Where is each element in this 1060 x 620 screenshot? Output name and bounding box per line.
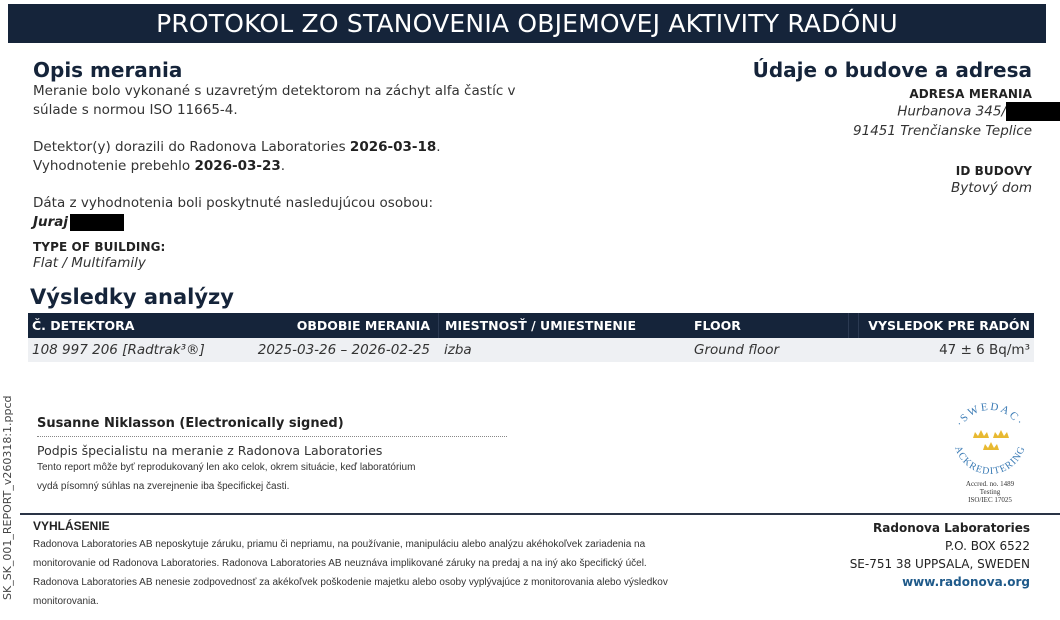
- evaluation-text: Vyhodnotenie prebehlo 2026-03-23.: [33, 158, 286, 174]
- building-type-value: Flat / Multifamily: [33, 255, 146, 271]
- report-title: PROTOKOL ZO STANOVENIA OBJEMOVEJ AKTIVITY RADÓNU: [8, 4, 1046, 43]
- reproduction-note-2: vydá písomný súhlas na zverejnenie iba špecifickej časti.: [37, 481, 290, 492]
- evaluation-date: 2026-03-23: [194, 158, 281, 174]
- building-id-label: ID BUDOVY: [955, 163, 1032, 178]
- svg-text:ACKREDITERING: ACKREDITERING: [952, 444, 1028, 478]
- address-line-1: [712, 102, 1060, 122]
- table-row: [28, 338, 1034, 362]
- disclaimer-title: VYHLÁSENIE: [33, 519, 110, 533]
- cell-result: 47 ± 6 Bq/m³: [939, 342, 1030, 358]
- col-floor: FLOOR: [694, 318, 741, 333]
- disclaimer-line-1: Radonova Laboratories AB neposkytuje záruku, priamu či nepriamu, na používanie, manipuláciu alebo analýzu akéhokoľvek zariadenia na: [33, 539, 646, 550]
- description-heading: Opis merania: [33, 58, 183, 82]
- col-spacer: [848, 313, 858, 338]
- address-line-2: 91451 Trenčianske Teplice: [853, 122, 1032, 139]
- address-street: Hurbanova 345/: [897, 103, 1006, 120]
- provided-by-label: Dáta z vyhodnotenia boli poskytnuté nasledujúcou osobou:: [33, 195, 434, 211]
- signature-block: [37, 416, 507, 496]
- accreditation-standard: ISO/IEC 17025: [968, 496, 1012, 504]
- arrival-text: Detektor(y) dorazili do Radonova Laboratories 2026-03-18.: [33, 139, 441, 155]
- swedac-accreditation-logo: [940, 400, 1040, 510]
- building-id-value: Bytový dom: [950, 179, 1032, 196]
- signer-name: Susanne Niklasson (Electronically signed): [37, 416, 507, 437]
- svg-text:·SWEDAC·: ·SWEDAC·: [953, 400, 1027, 429]
- building-info: [712, 58, 1032, 198]
- col-detector: Č. DETEKTORA: [32, 318, 135, 333]
- arrival-date: 2026-03-18: [349, 139, 437, 155]
- redacted-house-number: [1006, 102, 1060, 121]
- cell-floor: Ground floor: [694, 342, 780, 358]
- accreditation-type: Testing: [979, 488, 1001, 496]
- method-line-2: súlade s normou ISO 11665-4.: [33, 102, 238, 118]
- table-header: [28, 313, 1034, 338]
- measurement-description: [33, 58, 553, 273]
- disclaimer-line-3: Radonova Laboratories AB nenesie zodpovednosť za akékoľvek poškodenie majetku alebo osoby vyplývajúce z monitorovania alebo výsledkov: [33, 577, 668, 588]
- results-heading: Výsledky analýzy: [30, 285, 234, 309]
- lab-box: P.O. BOX 6522: [944, 539, 1030, 553]
- redacted-surname: [70, 214, 124, 231]
- col-result: VYSLEDOK PRE RADÓN: [858, 313, 1034, 338]
- disclaimer: [33, 519, 793, 611]
- footer-divider: [20, 513, 1060, 515]
- lab-contact: [850, 519, 1030, 591]
- address-label: ADRESA MERANIA: [909, 87, 1032, 101]
- lab-name: Radonova Laboratories: [873, 521, 1030, 535]
- method-line-1: Meranie bolo vykonané s uzavretým detektorom na záchyt alfa častíc v: [33, 83, 516, 99]
- document-code: SK_SK_001_REPORT_v260318:1.ppcd: [1, 395, 14, 600]
- cell-period: 2025-03-26 – 2026-02-25: [257, 342, 430, 358]
- disclaimer-body: [33, 535, 793, 611]
- cell-room: izba: [444, 342, 472, 358]
- col-room: MIESTNOSŤ / UMIESTNENIE: [438, 313, 688, 338]
- disclaimer-line-2: monitorovanie od Radonova Laboratories. Radonova Laboratories AB neuznáva implikované záruky na predaj a na iný ako špecifický účel.: [33, 558, 647, 569]
- cell-detector: 108 997 206 [Radtrak³®]: [32, 342, 205, 358]
- building-heading: Údaje o budove a adresa: [752, 58, 1032, 82]
- provided-by-name: Juraj: [33, 214, 69, 230]
- signer-role: Podpis špecialistu na meranie z Radonova Laboratories: [37, 443, 383, 458]
- results-table: [28, 313, 1034, 362]
- lab-website-link[interactable]: www.radonova.org: [902, 575, 1030, 589]
- disclaimer-line-4: monitorovania.: [33, 596, 99, 607]
- arrival-prefix: Detektor(y) dorazili do Radonova Laboratories: [33, 139, 350, 155]
- lab-city: SE-751 38 UPPSALA, SWEDEN: [849, 557, 1030, 571]
- accreditation-number: Accred. no. 1489: [965, 480, 1015, 488]
- building-type-label: TYPE OF BUILDING:: [33, 240, 166, 254]
- reproduction-note-1: Tento report môže byť reprodukovaný len ako celok, okrem situácie, keď laboratórium: [37, 462, 416, 473]
- evaluation-prefix: Vyhodnotenie prebehlo: [33, 158, 195, 174]
- provided-by-person: [33, 213, 553, 232]
- swedac-seal-icon: [940, 400, 1040, 480]
- col-period: OBDOBIE MERANIA: [296, 318, 430, 333]
